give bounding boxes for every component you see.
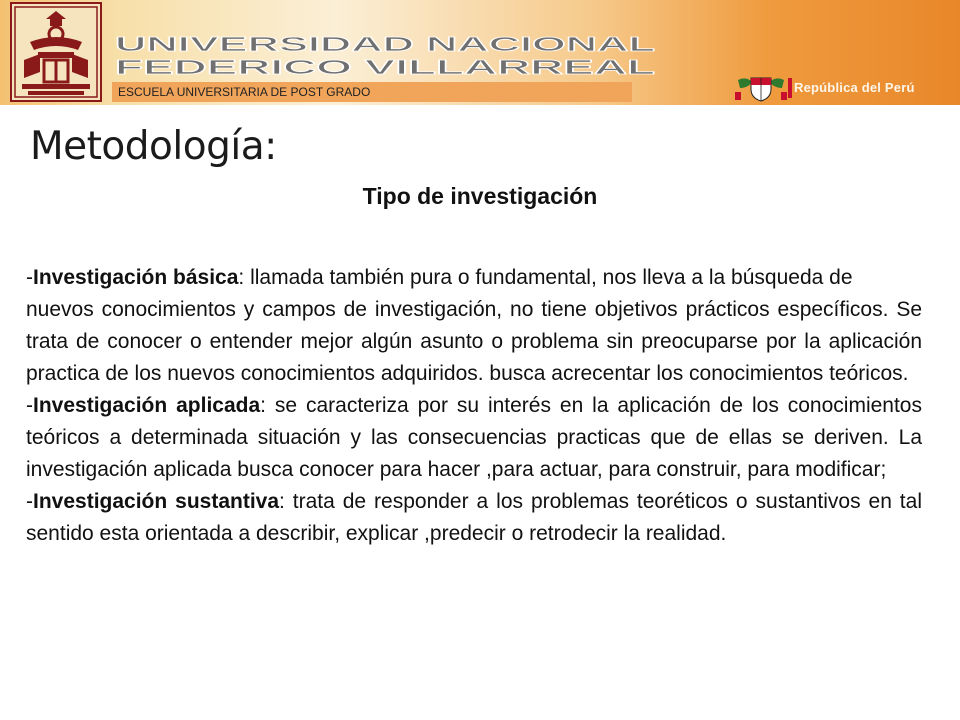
peru-flag-bar (788, 78, 792, 98)
university-name-line2: FEDERICO VILLARREAL (115, 57, 655, 79)
school-name: ESCUELA UNIVERSITARIA DE POST GRADO (118, 85, 371, 99)
paragraph-substantive-research (26, 486, 922, 550)
slide-body (26, 262, 922, 550)
country-label: República del Perú (794, 80, 915, 95)
slide-title: Metodología: (30, 124, 277, 169)
term-applied-research: Investigación aplicada (33, 394, 261, 417)
school-strip (112, 82, 632, 102)
paragraph-basic-research-continuation: nuevos conocimientos y campos de investigación, no tiene objetivos prácticos específicos. Se trata de conocer o entender mejor algún asunto o problema sin preocuparse por la aplicación practica de los nuevos conocimientos adquiridos. busca acrecentar los conocimientos teóricos. (26, 298, 922, 385)
university-name (112, 32, 662, 80)
header-banner (0, 0, 960, 105)
bullet-dash: - (26, 490, 33, 513)
bullet-dash: - (26, 394, 33, 417)
paragraph-applied-research (26, 390, 922, 486)
term-substantive-research: Investigación sustantiva (33, 490, 280, 513)
basic-research-intro: : llamada también pura o fundamental, nos lleva a la búsqueda de (238, 266, 853, 289)
university-name-line1: UNIVERSIDAD NACIONAL (115, 34, 655, 56)
term-basic-research: Investigación básica (33, 266, 239, 289)
bullet-dash: - (26, 266, 33, 289)
paragraph-basic-research (26, 262, 922, 294)
peru-coat-of-arms-icon (732, 74, 790, 102)
substantive-research-text: : trata de responder a los problemas teoréticos o sustantivos en tal sentido esta orientada a describir, explicar ,predecir o retrodecir la realidad. (26, 490, 922, 545)
slide-subtitle: Tipo de investigación (362, 183, 598, 209)
peru-government-mark (726, 72, 958, 104)
applied-research-text: : se caracteriza por su interés en la aplicación de los conocimientos teóricos a determinada situación y las consecuencias practicas que de ellas se deriven. La investigación aplicada busca conocer para hacer ,para actuar, para construir, para modificar; (26, 394, 922, 481)
university-logo (10, 2, 102, 102)
